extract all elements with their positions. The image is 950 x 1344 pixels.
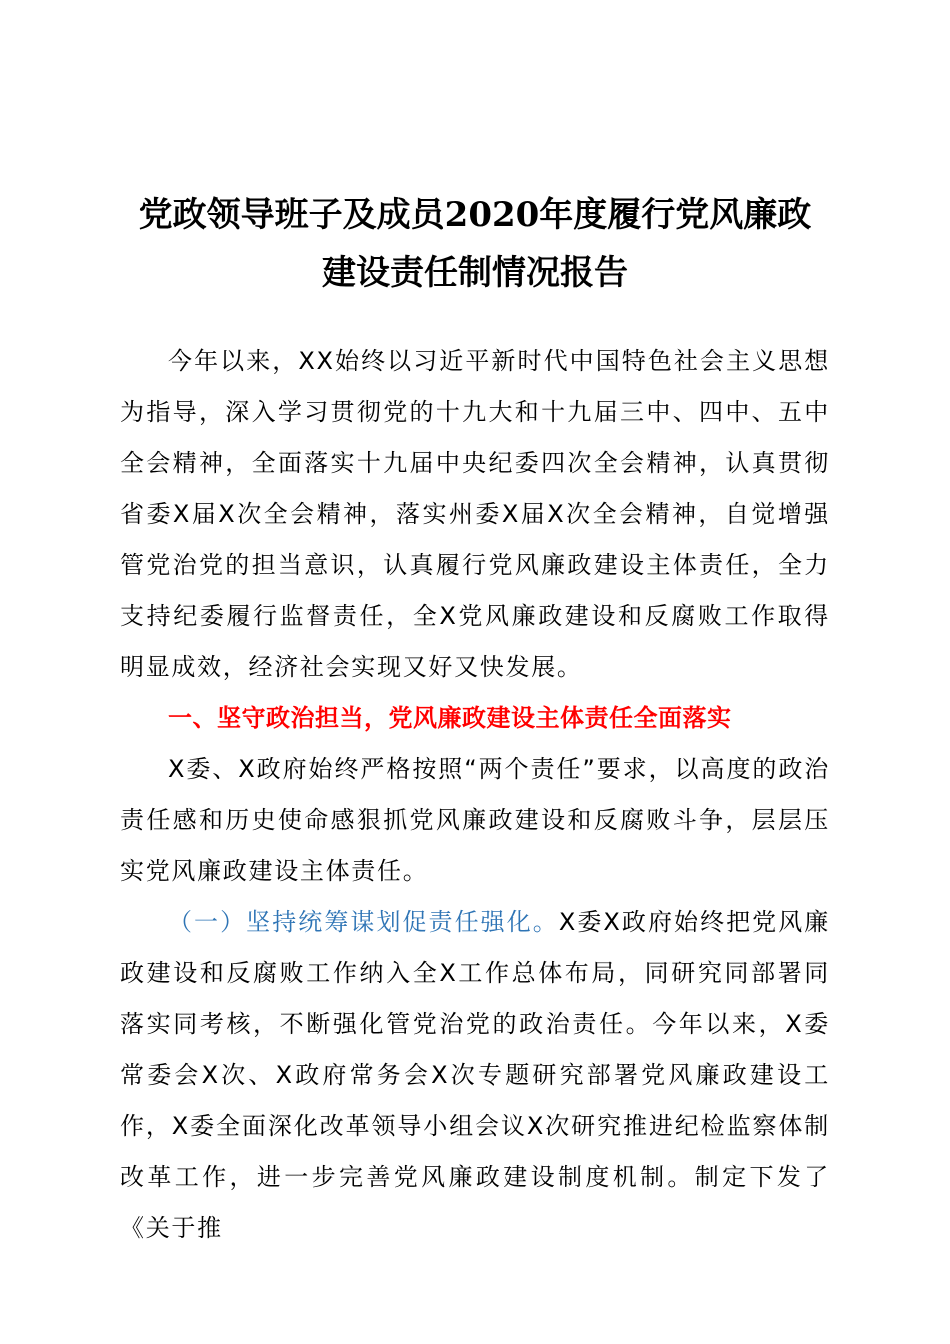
title-line-2: 建设责任制情况报告: [322, 253, 628, 293]
intro-paragraph: 今年以来，XX始终以习近平新时代中国特色社会主义思想为指导，深入学习贯彻党的十九大和十九届三中、四中、五中全会精神，全面落实十九届中央纪委四次全会精神，认真贯彻省委X届X次全会精神，落实州委X届X次全会精神，自觉增强管党治党的担当意识，认真履行党风廉政建设主体责任，全力支持纪委履行监督责任，全X党风廉政建设和反腐败工作取得明显成效，经济社会实现又好又快发展。: [120, 347, 830, 681]
subsection-paragraph: [120, 897, 830, 1254]
section-paragraph: X委、X政府始终严格按照“两个责任”要求，以高度的政治责任感和历史使命感狠抓党风廉政建设和反腐败斗争，层层压实党风廉政建设主体责任。: [120, 755, 830, 885]
subsection-text: X委X政府始终把党风廉政建设和反腐败工作纳入全X工作总体布局，同研究同部署同落实同考核，不断强化管党治党的政治责任。今年以来，X委常委会X次、X政府常务会X次专题研究部署党风廉政建设工作，X委全面深化改革领导小组会议X次研究推进纪检监察体制改革工作，进一步完善党风廉政建设制度机制。制定下发了《关于推: [120, 908, 830, 1242]
title-line-1: 党政领导班子及成员2020年度履行党风廉政: [138, 195, 812, 235]
subsection-heading: （一）坚持统筹谋划促责任强化。: [168, 908, 559, 936]
document-body: [120, 336, 830, 1254]
document-title: [110, 186, 840, 302]
section-heading: 一、坚守政治担当，党风廉政建设主体责任全面落实: [168, 704, 732, 732]
